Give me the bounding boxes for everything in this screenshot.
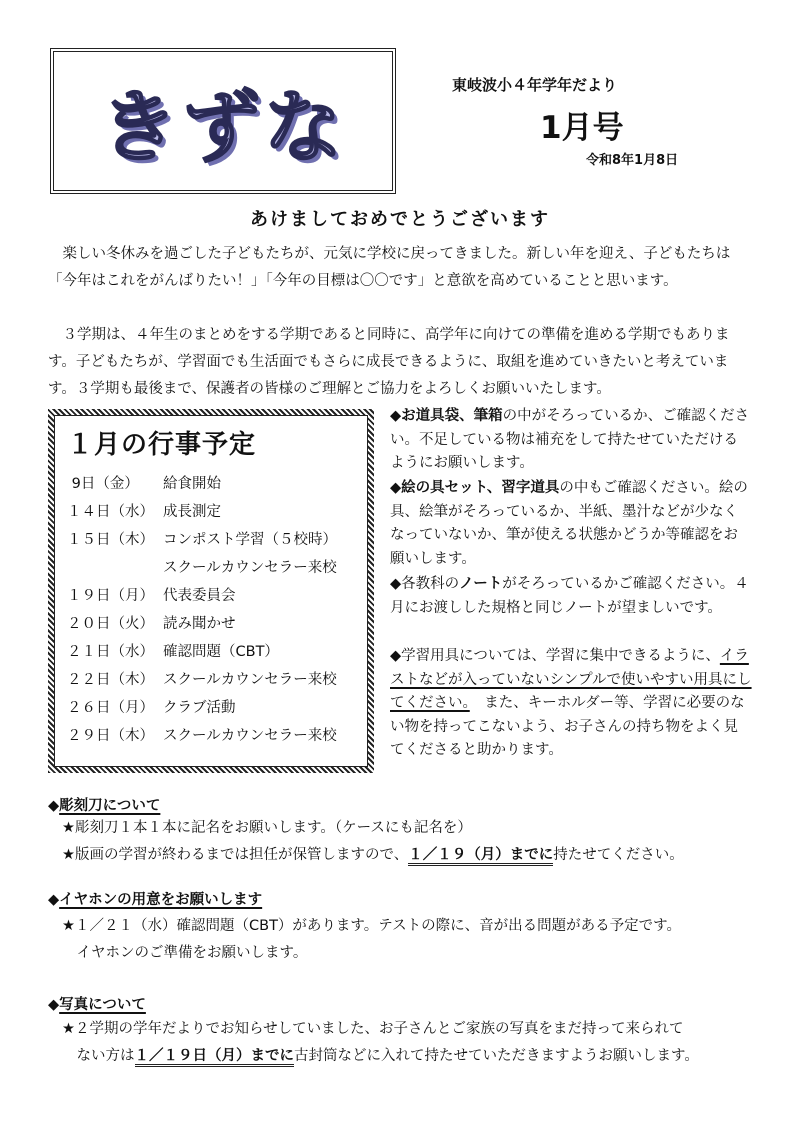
- deadline-emphasis: １／１９（月）までに: [408, 847, 553, 866]
- notice-text: がそろっているかご確認ください。４月にお渡しした規格と同じノートが望ましいです。: [390, 576, 749, 616]
- schedule-row: [67, 556, 337, 577]
- title-box: [50, 48, 396, 194]
- section-heading-text: 写真について: [59, 997, 146, 1013]
- schedule-event: 成長測定: [163, 504, 221, 520]
- notice-supplies: [390, 645, 752, 763]
- diamond-bullet: ◆: [390, 480, 402, 496]
- schedule-event: クラブ活動: [163, 700, 236, 716]
- schedule-row: [67, 640, 279, 661]
- diamond-bullet: ◆: [48, 798, 60, 814]
- schedule-day: ２０日（火）: [67, 616, 154, 632]
- schedule-event: コンポスト学習（５校時）: [163, 532, 337, 548]
- schedule-row: [67, 584, 236, 605]
- section-line: [62, 842, 762, 869]
- notice-underlined: イラストなどが入っていないシンプルで使いやすい用具にしてください。: [390, 648, 752, 711]
- section-line: ★彫刻刀１本１本に記名をお願いします。（ケースにも記名を）: [62, 820, 472, 836]
- section-heading-text: イヤホンの用意をお願いします: [59, 892, 263, 908]
- schedule-event: スクールカウンセラー来校: [163, 728, 337, 744]
- deadline-emphasis: １／１９日（月）までに: [135, 1048, 295, 1067]
- greeting-heading: あけましておめでとうございます: [250, 209, 550, 230]
- section-earphones-heading: [48, 888, 262, 909]
- schedule-event: 代表委員会: [163, 588, 236, 604]
- schedule-inner-border: [54, 415, 368, 767]
- section-carving-knife-heading: [48, 794, 160, 815]
- schedule-day: ２９日（木）: [67, 728, 154, 744]
- section-line: [62, 1043, 762, 1070]
- line-text: ない方は: [62, 1048, 135, 1064]
- section-line: イヤホンのご準備をお願いします。: [62, 945, 308, 961]
- schedule-day: １９日（月）: [67, 588, 154, 604]
- schedule-title: １月の行事予定: [67, 430, 257, 460]
- schedule-day: ２６日（月）: [67, 700, 154, 716]
- schedule-day: １５日（木）: [67, 532, 154, 548]
- schedule-event: スクールカウンセラー来校: [163, 560, 337, 576]
- notice-paint-set: [390, 477, 752, 571]
- schedule-row: [67, 668, 337, 689]
- schedule-day: １４日（水）: [67, 504, 154, 520]
- greeting-paragraph-1: 楽しい冬休みを過ごした子どもたちが、元気に学校に戻ってきました。新しい年を迎え、子どもたちは「今年はこれをがんばりたい！」「今年の目標は〇〇です」と意欲を高めていることと思います。: [48, 246, 731, 289]
- schedule-day: ２１日（水）: [67, 644, 154, 660]
- section-photo-heading: [48, 993, 146, 1014]
- section-line: ★２学期の学年だよりでお知らせしていました、お子さんとご家族の写真をまだ持って来られて: [62, 1021, 684, 1037]
- notice-notebooks: [390, 573, 752, 620]
- notice-text: ◆学習用具については、学習に集中できるように、: [390, 648, 720, 664]
- schedule-row: [67, 472, 221, 493]
- line-text: 持たせてください。: [553, 847, 684, 863]
- line-text: ★版画の学習が終わるまでは担任が保管しますので、: [62, 847, 409, 863]
- section-carving-knife-body: [62, 815, 762, 869]
- schedule-day: ２２日（木）: [67, 672, 154, 688]
- notice-pencil-case: [390, 405, 752, 476]
- diamond-bullet: ◆: [48, 892, 60, 908]
- schedule-box: [48, 409, 374, 773]
- notice-text: の中もご確認ください。絵の具、絵筆がそろっているか、半紙、墨汁などが少なくなっていないか、筆が使える状態かどうか等確認をお願いします。: [390, 480, 748, 567]
- notice-text: の中がそろっているか、ご確認ください。不足している物は補充をして持たせていただけるようにお願いします。: [390, 408, 750, 471]
- diamond-bullet: ◆: [48, 997, 60, 1013]
- notice-keyword: ノート: [459, 576, 503, 592]
- schedule-event: スクールカウンセラー来校: [163, 672, 337, 688]
- greeting-paragraph-2: ３学期は、４年生のまとめをする学期であると同時に、高学年に向けての準備を進める学期でもあります。子どもたちが、学習面でも生活面でもさらに成長できるように、取組を進めていきたいと考えています。３学期も最後まで、保護者の皆様のご理解とご協力をよろしくお願いいたします。: [48, 327, 730, 397]
- section-line: ★１／２１（水）確認問題（CBT）があります。テストの際に、音が出る問題がある予定です。: [62, 918, 682, 934]
- section-photo-body: [62, 1016, 762, 1070]
- notice-text: また、キーホルダー等、学習に必要のない物を持ってこないよう、お子さんの持ち物をよく見てくださると助かります。: [390, 695, 745, 758]
- school-name: 東岐波小４年学年だより: [452, 76, 618, 94]
- issue-label: 1月号: [540, 110, 624, 146]
- schedule-event: 給食開始: [163, 476, 221, 492]
- issue-date: 令和8年1月8日: [586, 153, 679, 168]
- schedule-event: 確認問題（CBT）: [163, 644, 279, 660]
- notice-keyword: 絵の具セット、習字道具: [401, 480, 560, 496]
- notice-keyword: お道具袋、筆箱: [401, 408, 503, 424]
- newsletter-title: きずな: [99, 83, 346, 173]
- schedule-day: 9日（金）: [67, 476, 139, 492]
- section-earphones-body: [62, 913, 762, 967]
- schedule-event: 読み聞かせ: [163, 616, 236, 632]
- diamond-bullet: ◆: [390, 408, 402, 424]
- schedule-row: [67, 724, 337, 745]
- line-text: 古封筒などに入れて持たせていただきますようお願いします。: [294, 1048, 699, 1064]
- schedule-row: [67, 696, 236, 717]
- schedule-row: [67, 500, 221, 521]
- notice-text: ◆各教科の: [390, 576, 460, 592]
- section-heading-text: 彫刻刀について: [59, 798, 161, 814]
- schedule-row: [67, 528, 337, 549]
- schedule-row: [67, 612, 236, 633]
